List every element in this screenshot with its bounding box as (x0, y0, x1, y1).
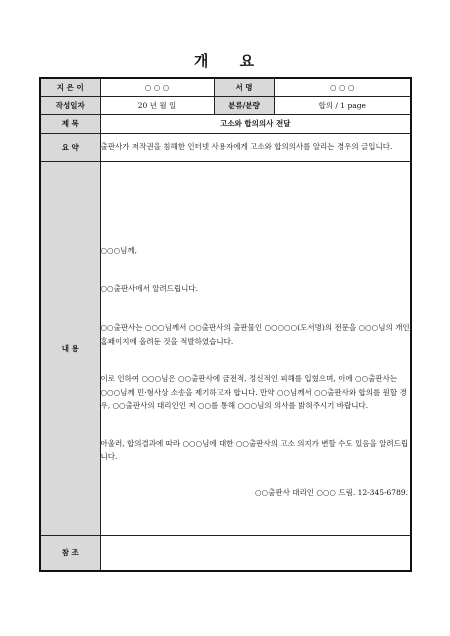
date-label: 작성일자 (40, 96, 100, 114)
subject-label: 제 목 (40, 114, 100, 133)
intro-text: ○○출판사에서 알려드립니다. (100, 283, 199, 293)
paragraph-1: ○○출판사는 ○○○님께서 ○○출판사의 출판물인 ○○○○○(도서명)의 전문을 ○○○님의 개인 홈페이지에 올려둔 것을 적발하였습니다. (100, 323, 410, 346)
content-body (100, 161, 411, 535)
reference-row (40, 535, 411, 571)
document-title: 개 요 (193, 52, 257, 70)
content-row (40, 161, 411, 535)
summary-form-table (39, 77, 412, 572)
signature-label: 서 명 (214, 78, 274, 96)
reference-value (100, 535, 411, 571)
author-value: ○ ○ ○ (100, 78, 214, 96)
summary-label: 요 약 (40, 133, 100, 161)
category-label: 분류/분량 (214, 96, 274, 114)
signature-value: ○ ○ ○ (274, 78, 411, 96)
paragraph-2: 이로 인하여 ○○○님은 ○○출판사에 금전적, 정신적인 피해를 입혔으며, 이에 ○○출판사는 ○○○님께 민·형사상 소송을 제기하고자 합니다. 만약 ○○님께서 ○○출판사와 합의를 원할 경우, ○○출판사의 대리인인 저 ○○를 통해 ○○○님의 의사를 밝혀주시기 바랍니다. (100, 374, 407, 410)
subject-value: 고소와 합의의사 전달 (100, 114, 411, 133)
reference-label: 참 조 (40, 535, 100, 571)
date-value: 20 년 월 일 (100, 96, 214, 114)
category-value: 합의 / 1 page (274, 96, 411, 114)
summary-value: 출판사가 저작권을 침해한 인터넷 사용자에게 고소와 합의의사를 알리는 경우의 글입니다. (100, 133, 411, 161)
greeting-text: ○○○님께, (100, 246, 138, 255)
author-label: 지 은 이 (40, 78, 100, 96)
date-row (40, 96, 411, 114)
author-row (40, 78, 411, 96)
subject-row (40, 114, 411, 133)
sender-signature: ○○출판사 대리인 ○○○ 드림. 12-345-6789. (255, 487, 408, 497)
paragraph-3: 아울러, 합의결과에 따라 ○○○님에 대한 ○○출판사의 고소 의지가 변할 수도 있음을 알려드립니다. (100, 438, 409, 461)
summary-row (40, 133, 411, 161)
content-label: 내 용 (40, 161, 100, 535)
